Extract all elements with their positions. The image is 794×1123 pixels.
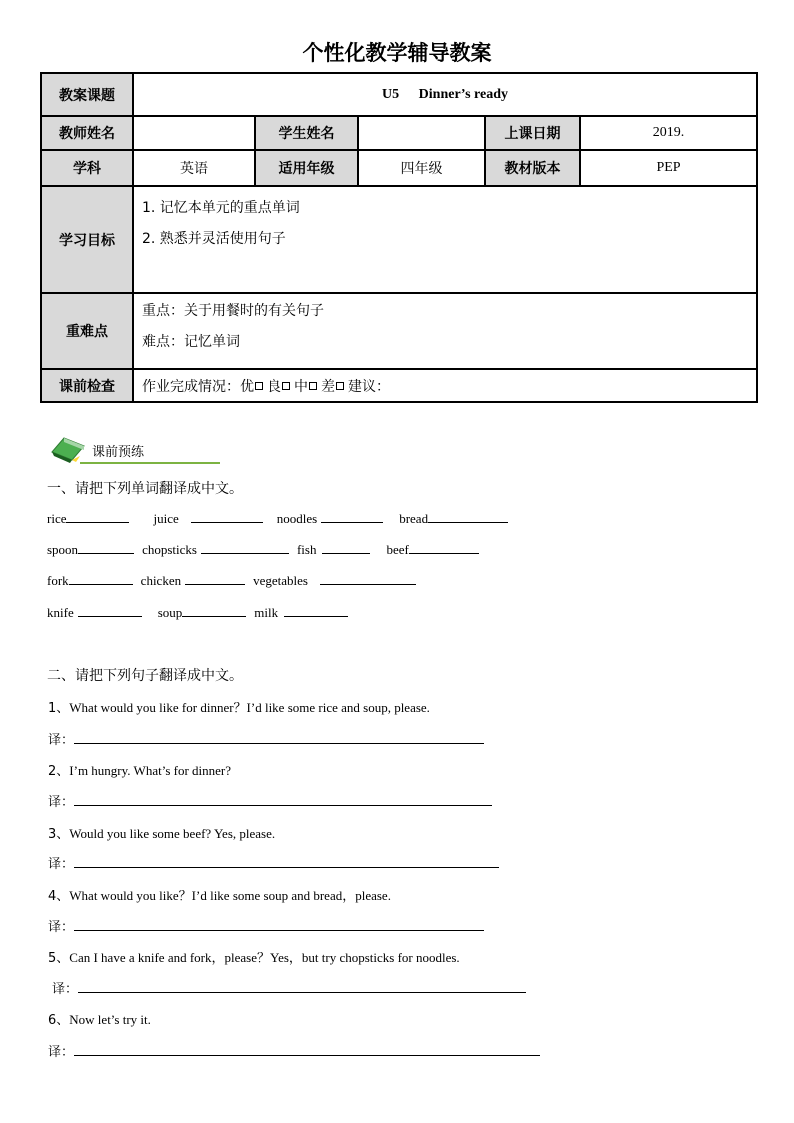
word-item: vegetables — [253, 572, 416, 589]
edition-label: 教材版本 — [485, 150, 580, 186]
student-value — [358, 116, 485, 150]
teacher-value — [133, 116, 255, 150]
banner-label: 课前预练 — [92, 445, 145, 460]
goal-item: 1. 记忆本单元的重点单词 — [142, 200, 300, 216]
translation-row: 译： — [48, 791, 492, 810]
subject-value: 英语 — [133, 150, 255, 186]
word-row — [47, 572, 416, 589]
answer-line[interactable] — [69, 572, 133, 585]
translation-line[interactable] — [78, 982, 526, 993]
banner-underline — [80, 462, 220, 464]
word-item: rice — [47, 510, 129, 527]
word-item: milk — [254, 604, 348, 621]
translation-line[interactable] — [74, 857, 499, 868]
pre-check-value — [133, 369, 757, 402]
checkbox[interactable] — [255, 382, 263, 390]
word-item: spoon — [47, 541, 134, 558]
check-suggest: 建议： — [348, 378, 390, 395]
word-row — [47, 604, 348, 621]
checkbox[interactable] — [336, 382, 344, 390]
answer-line[interactable] — [428, 510, 508, 523]
answer-line[interactable] — [322, 541, 370, 554]
student-label: 学生姓名 — [255, 116, 358, 150]
translation-row: 译： — [48, 729, 484, 748]
answer-line[interactable] — [284, 604, 348, 617]
section-2-heading: 二、请把下列句子翻译成中文。 — [47, 668, 243, 684]
answer-line[interactable] — [321, 510, 383, 523]
check-prefix: 作业完成情况： — [142, 378, 240, 395]
answer-line[interactable] — [409, 541, 479, 554]
edition-value: PEP — [580, 150, 757, 186]
goal-item: 2. 熟悉并灵活使用句子 — [142, 231, 286, 247]
lesson-name: Dinner’s ready — [418, 86, 508, 102]
answer-line[interactable] — [182, 604, 246, 617]
teacher-label: 教师姓名 — [41, 116, 133, 150]
sentence-item: 4、What would you like？I’d like some soup and bread，please. — [48, 888, 391, 904]
sentence-item: 3、Would you like some beef? Yes, please. — [48, 826, 276, 842]
translation-row: 译： — [48, 853, 499, 872]
preview-banner — [50, 434, 170, 464]
sentence-item: 1、What would you like for dinner？I’d like some rice and soup, please. — [48, 700, 430, 716]
translation-row: 译： — [48, 1041, 540, 1060]
lesson-topic-value — [133, 73, 757, 116]
word-item: noodles — [277, 510, 383, 527]
word-item: beef — [386, 541, 478, 558]
word-item: soup — [158, 604, 247, 621]
word-item: bread — [399, 510, 508, 527]
page-title: 个性化教学辅导教案 — [302, 41, 492, 65]
key-point-item: 重点：关于用餐时的有关句子 — [142, 303, 324, 319]
pre-check-label: 课前检查 — [41, 369, 133, 402]
translation-row: 译： — [48, 916, 484, 935]
check-option: 中 — [294, 378, 308, 395]
check-option: 差 — [321, 378, 335, 395]
word-row — [47, 541, 479, 558]
pencil-icon — [50, 434, 90, 464]
word-item: fish — [297, 541, 371, 558]
word-item: fork — [47, 572, 133, 589]
lesson-info-table — [40, 72, 758, 403]
sentence-item: 5、Can I have a knife and fork，please？Yes，but try chopsticks for noodles. — [48, 950, 460, 966]
sentence-item: 2、I’m hungry. What’s for dinner? — [48, 763, 232, 779]
key-point-item: 难点：记忆单词 — [142, 334, 240, 350]
answer-line[interactable] — [78, 604, 142, 617]
word-item: juice — [153, 510, 262, 527]
word-row — [47, 510, 508, 527]
checkbox[interactable] — [282, 382, 290, 390]
sentence-item: 6、Now let’s try it. — [48, 1012, 151, 1028]
lesson-topic-label: 教案课题 — [41, 73, 133, 116]
key-points-label: 重难点 — [41, 293, 133, 369]
grade-label: 适用年级 — [255, 150, 358, 186]
subject-label: 学科 — [41, 150, 133, 186]
goals-list — [133, 186, 757, 293]
answer-line[interactable] — [185, 572, 245, 585]
translation-line[interactable] — [74, 1045, 540, 1056]
key-points-list — [133, 293, 757, 369]
answer-line[interactable] — [320, 572, 416, 585]
word-item: chicken — [141, 572, 245, 589]
translation-line[interactable] — [74, 795, 492, 806]
check-option: 优 — [240, 378, 254, 395]
checkbox[interactable] — [309, 382, 317, 390]
answer-line[interactable] — [201, 541, 289, 554]
answer-line[interactable] — [66, 510, 129, 523]
translation-line[interactable] — [74, 920, 484, 931]
answer-line[interactable] — [78, 541, 134, 554]
word-item: knife — [47, 604, 142, 621]
date-label: 上课日期 — [485, 116, 580, 150]
lesson-unit: U5 — [382, 86, 400, 102]
section-1-heading: 一、请把下列单词翻译成中文。 — [47, 481, 243, 497]
translation-line[interactable] — [74, 733, 484, 744]
check-option: 良 — [267, 378, 281, 395]
answer-line[interactable] — [191, 510, 263, 523]
goals-label: 学习目标 — [41, 186, 133, 293]
grade-value: 四年级 — [358, 150, 485, 186]
translation-row: 译： — [52, 978, 526, 997]
date-value: 2019. — [580, 116, 757, 150]
word-item: chopsticks — [142, 541, 289, 558]
